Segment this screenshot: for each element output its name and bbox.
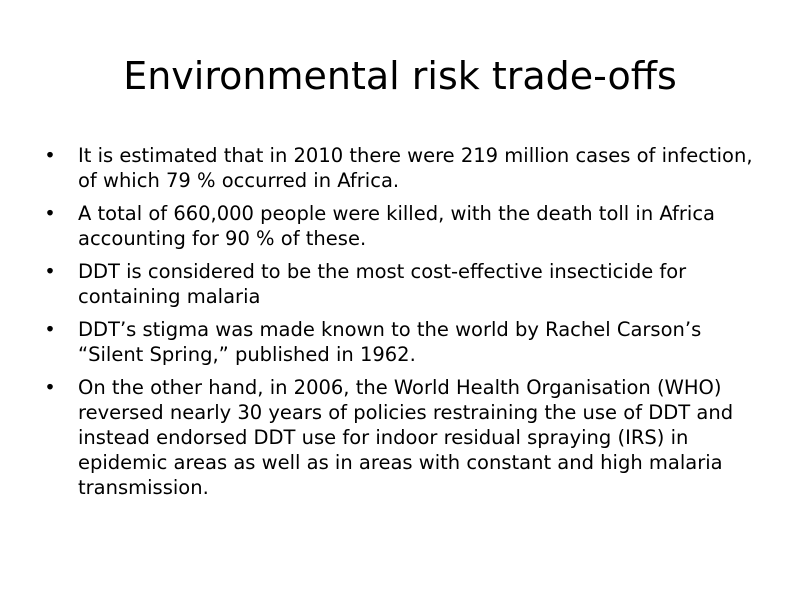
bullet-icon: •: [44, 144, 56, 167]
bullet-list: [40, 143, 765, 508]
bullet-item: [40, 201, 765, 251]
bullet-icon: •: [44, 376, 56, 399]
bullet-item: [40, 259, 765, 309]
bullet-text: It is estimated that in 2010 there were 219 million cases of infection, of which 79 % occurred in Africa.: [78, 144, 753, 192]
bullet-text: DDT is considered to be the most cost-effective insecticide for containing malaria: [78, 260, 687, 308]
slide-title: Environmental risk trade-offs: [123, 54, 677, 98]
bullet-icon: •: [44, 318, 56, 341]
bullet-icon: •: [44, 260, 56, 283]
bullet-item: [40, 317, 765, 367]
bullet-text: DDT’s stigma was made known to the world by Rachel Carson’s “Silent Spring,” published in 1962.: [78, 318, 702, 366]
bullet-icon: •: [44, 202, 56, 225]
bullet-item: [40, 375, 765, 500]
bullet-text: On the other hand, in 2006, the World Health Organisation (WHO) reversed nearly 30 years of policies restraining the use of DDT and instead endorsed DDT use for indoor residual spraying (IRS) in epidemic areas as well as in areas with constant and high malaria transmission.: [78, 376, 734, 499]
bullet-item: [40, 143, 765, 193]
bullet-text: A total of 660,000 people were killed, with the death toll in Africa accounting for 90 % of these.: [78, 202, 715, 250]
